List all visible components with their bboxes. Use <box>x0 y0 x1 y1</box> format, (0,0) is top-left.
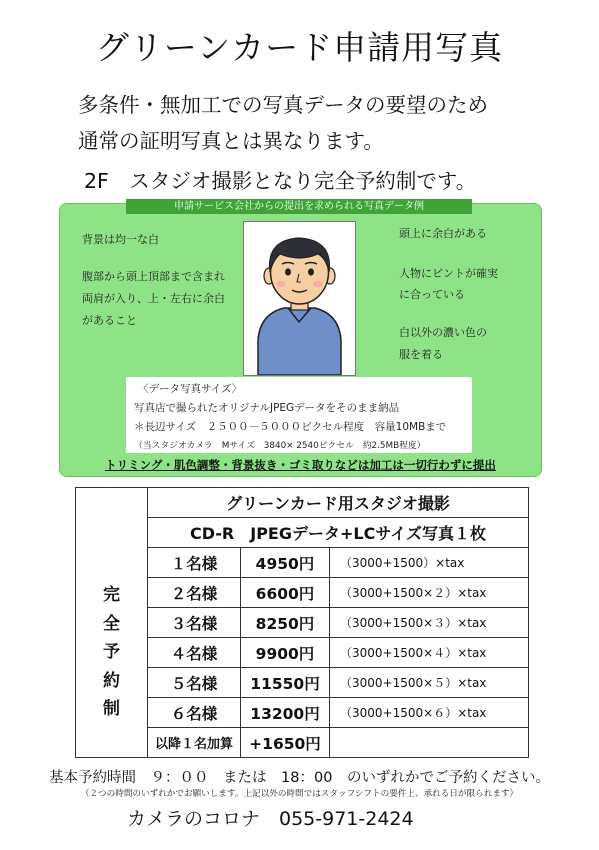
side-char: 全 <box>103 613 120 634</box>
pricing-subheading: CD-R JPEGデータ+LCサイズ写真１枚 <box>148 518 529 548</box>
intro-line-3: 2F スタジオ撮影となり完全予約制です。 <box>84 169 477 193</box>
requirements-header: 申請サービス会社からの提出を求められる写真データ例 <box>126 199 472 214</box>
side-char: 制 <box>103 699 120 719</box>
party-size: ５名様 <box>148 668 241 698</box>
processing-notice: トリミング・肌色調整・背景抜き・ゴミ取りなどは加工は一切行わずに提出 <box>105 458 496 472</box>
pricing-corner-2 <box>76 518 148 548</box>
side-char: 約 <box>103 670 120 691</box>
table-row <box>76 548 529 578</box>
party-size: ２名様 <box>148 578 241 608</box>
requirement-right-1: 頭上に余白がある <box>399 227 487 240</box>
price: 13200円 <box>241 698 330 728</box>
photo-size-line-2: ＊長辺サイズ ２５００－５０００ピクセル程度 容量10MBまで <box>134 421 447 433</box>
requirement-right-3: に合っている <box>399 288 465 301</box>
requirement-left-1: 背景は均一な白 <box>82 233 159 246</box>
pricing-table <box>75 487 529 758</box>
price: 11550円 <box>241 668 330 698</box>
side-char: 完 <box>103 585 120 605</box>
price: 6600円 <box>241 578 330 608</box>
party-size: ４名様 <box>148 638 241 668</box>
pricing-heading: グリーンカード用スタジオ撮影 <box>148 488 529 518</box>
requirement-left-2: 腹部から頭上頂部まで含まれ <box>82 270 225 283</box>
price: 9900円 <box>241 638 330 668</box>
intro-line-1: 多条件・無加工での写真データの要望のため <box>78 93 488 117</box>
price: 4950円 <box>241 548 330 578</box>
price-formula: （3000+1500×５）×tax <box>330 668 529 698</box>
reservation-note: （２つの時間のいずれかでお願いします。上記以外の時間ではスタッフシフトの要件上、承れる日が限られます） <box>80 789 519 799</box>
party-size: ３名様 <box>148 608 241 638</box>
party-size: ６名様 <box>148 698 241 728</box>
price-formula: （3000+1500×６）×tax <box>330 698 529 728</box>
requirement-left-3: 両肩が入り、上・左右に余白 <box>82 292 225 305</box>
photo-size-line-1: 写真店で撮られたオリジナルJPEGデータをそのまま納品 <box>134 402 400 414</box>
photo-size-heading: 〈データ写真サイズ〉 <box>138 383 243 395</box>
side-char: 予 <box>103 642 120 662</box>
requirement-right-5: 服を着る <box>399 348 443 361</box>
reservation-hours: 基本予約時間 ９：００ または 18：00 のいずれかでご予約ください。 <box>49 770 550 786</box>
photo-size-line-3: （当スタジオカメラ Mサイズ 3840× 2540ピクセル 約2.5MB程度） <box>134 441 426 451</box>
reservation-only-label <box>76 548 148 758</box>
sample-photo <box>243 221 356 376</box>
requirement-right-2: 人物にピントが確実 <box>399 267 498 280</box>
price: 8250円 <box>241 608 330 638</box>
contact-info: カメラのコロナ 055-971-2424 <box>127 808 414 830</box>
price-formula: （3000+1500×４）×tax <box>330 638 529 668</box>
party-size: １名様 <box>148 548 241 578</box>
price: +1650円 <box>241 728 330 758</box>
party-size: 以降１名加算 <box>148 728 241 758</box>
pricing-corner <box>76 488 148 518</box>
price-formula: （3000+1500×２）×tax <box>330 578 529 608</box>
intro-line-2: 通常の証明写真とは異なります。 <box>78 129 384 153</box>
requirement-right-4: 白以外の濃い色の <box>399 326 487 339</box>
page-title: グリーンカード申請用写真 <box>95 28 504 67</box>
person-illustration-icon <box>244 222 355 375</box>
price-formula: （3000+1500）×tax <box>330 548 529 578</box>
price-formula <box>330 728 529 758</box>
price-formula: （3000+1500×３）×tax <box>330 608 529 638</box>
requirement-left-4: があること <box>82 314 137 327</box>
